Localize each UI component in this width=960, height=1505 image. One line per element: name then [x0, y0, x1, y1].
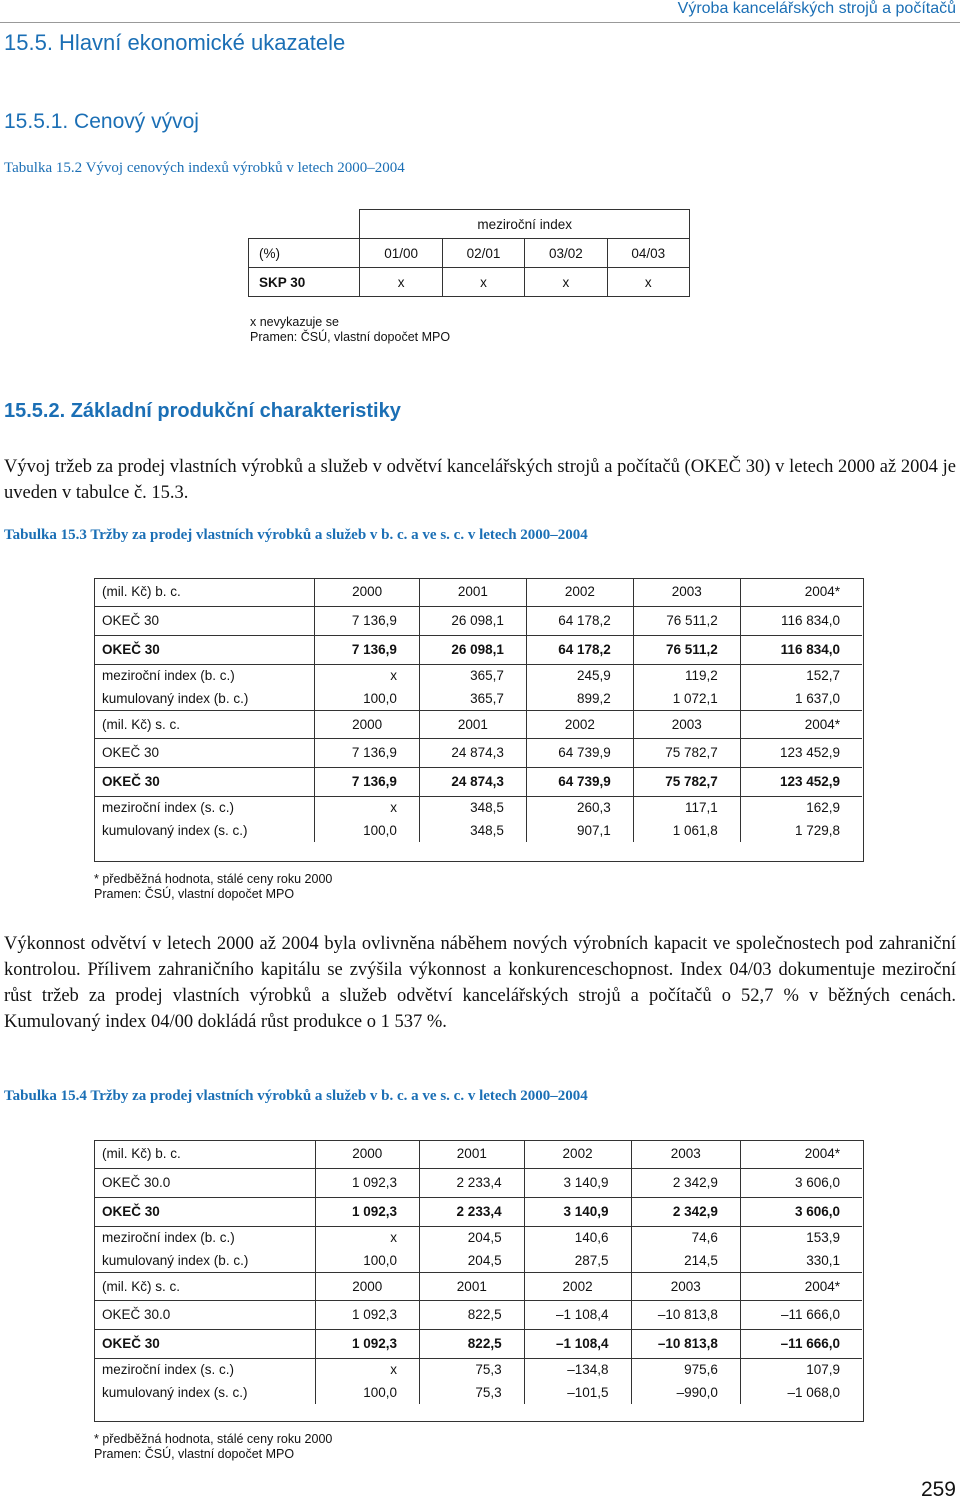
table2-caption — [4, 527, 588, 544]
value-cell: x — [315, 664, 420, 687]
table2-caption-text: Tržby za prodej vlastních výrobků a služeb v b. c. a ve s. c. v letech 2000–2004 — [90, 527, 588, 543]
table1-cell: x — [442, 268, 524, 297]
table1-note: x nevykazuje se — [250, 315, 339, 329]
value-cell: –990,0 — [631, 1381, 740, 1404]
value-cell: 822,5 — [420, 1300, 525, 1329]
table1-cell: x — [360, 268, 442, 297]
value-cell: 1 092,3 — [315, 1300, 420, 1329]
value-cell: 26 098,1 — [419, 635, 526, 664]
value-cell: 64 739,9 — [526, 767, 633, 796]
running-title: Výroba kancelářských strojů a počítačů — [677, 0, 956, 17]
year-header: 2004* — [740, 710, 862, 738]
table-row — [94, 1249, 862, 1272]
value-cell: 204,5 — [420, 1226, 525, 1249]
year-header: 2000 — [315, 578, 420, 606]
year-header: 2004* — [740, 1272, 862, 1300]
value-cell: 975,6 — [631, 1358, 740, 1381]
table-row — [94, 1168, 862, 1197]
table-row — [94, 1358, 862, 1381]
value-cell: 214,5 — [631, 1249, 740, 1272]
value-cell: 100,0 — [315, 1381, 420, 1404]
table1-col-header: 01/00 — [360, 239, 442, 268]
value-cell: 64 739,9 — [526, 738, 633, 767]
value-cell: 123 452,9 — [740, 767, 862, 796]
value-cell: –10 813,8 — [631, 1329, 740, 1358]
table1-caption — [4, 160, 405, 177]
value-cell: 2 342,9 — [631, 1197, 740, 1226]
value-cell: 75 782,7 — [633, 738, 740, 767]
value-cell: 348,5 — [419, 796, 526, 819]
row-label: kumulovaný index (s. c.) — [102, 823, 248, 838]
value-cell: 153,9 — [740, 1226, 862, 1249]
table-row — [94, 664, 862, 687]
row-label: meziroční index (s. c.) — [94, 1358, 315, 1381]
value-cell: –10 813,8 — [631, 1300, 740, 1329]
table-header-row — [94, 710, 862, 738]
row-label: OKEČ 30.0 — [94, 1168, 315, 1197]
table1-cell: x — [525, 268, 607, 297]
table1-group-header: meziroční index — [360, 210, 690, 239]
year-header: 2002 — [524, 1140, 631, 1168]
value-cell: 7 136,9 — [315, 635, 420, 664]
row-label: OKEČ 30 — [94, 1197, 315, 1226]
table1-notes — [250, 315, 450, 345]
table1-unit: (%) — [249, 239, 360, 268]
row-label: kumulovaný index (b. c.) — [102, 1252, 249, 1268]
row-label: meziroční index (b. c.) — [94, 664, 315, 687]
value-cell: 116 834,0 — [740, 606, 862, 635]
value-cell: –1 068,0 — [740, 1381, 862, 1404]
table-row — [94, 819, 862, 842]
year-header: 2000 — [315, 1140, 420, 1168]
value-cell: 26 098,1 — [419, 606, 526, 635]
table-row — [94, 1197, 862, 1226]
year-header: 2003 — [631, 1140, 740, 1168]
value-cell: 1 637,0 — [740, 687, 862, 710]
value-cell: 100,0 — [315, 1249, 420, 1272]
value-cell: 119,2 — [633, 664, 740, 687]
table2-notes — [94, 872, 332, 902]
value-cell: 76 511,2 — [633, 606, 740, 635]
subsection-title-1: 15.5.1. Cenový vývoj — [4, 110, 199, 133]
table-header-row — [94, 1140, 862, 1168]
value-cell: –1 108,4 — [524, 1300, 631, 1329]
table1-col-header: 03/02 — [525, 239, 607, 268]
year-header: 2003 — [633, 578, 740, 606]
table-row — [94, 1300, 862, 1329]
row-label: (mil. Kč) s. c. — [94, 1272, 315, 1300]
table2-caption-label: Tabulka 15.3 — [4, 527, 87, 543]
value-cell: 64 178,2 — [526, 635, 633, 664]
value-cell: 245,9 — [526, 664, 633, 687]
value-cell: 74,6 — [631, 1226, 740, 1249]
table-row — [94, 767, 862, 796]
value-cell: –134,8 — [524, 1358, 631, 1381]
row-label: OKEČ 30 — [94, 767, 315, 796]
value-cell: 1 061,8 — [633, 819, 740, 842]
value-cell: 24 874,3 — [419, 738, 526, 767]
value-cell: 260,3 — [526, 796, 633, 819]
table3-caption — [4, 1088, 588, 1105]
table-row — [94, 796, 862, 819]
year-header: 2002 — [526, 578, 633, 606]
table-row — [94, 1381, 862, 1404]
value-cell: 204,5 — [420, 1249, 525, 1272]
value-cell: x — [315, 1358, 420, 1381]
year-header: 2001 — [420, 1272, 525, 1300]
table2-note: * předběžná hodnota, stálé ceny roku 2000 — [94, 872, 333, 886]
value-cell: 162,9 — [740, 796, 862, 819]
table-row — [94, 635, 862, 664]
section-title: 15.5. Hlavní ekonomické ukazatele — [4, 30, 346, 55]
value-cell: 75,3 — [420, 1381, 525, 1404]
year-header: 2001 — [419, 578, 526, 606]
value-cell: 899,2 — [526, 687, 633, 710]
table-header-row — [94, 578, 862, 606]
sales-table-okec30 — [94, 578, 862, 842]
value-cell: 365,7 — [419, 687, 526, 710]
year-header: 2004* — [740, 1140, 862, 1168]
value-cell: 3 606,0 — [740, 1168, 862, 1197]
year-header: 2000 — [315, 710, 420, 738]
value-cell: –11 666,0 — [740, 1300, 862, 1329]
value-cell: 3 140,9 — [524, 1168, 631, 1197]
value-cell: 24 874,3 — [419, 767, 526, 796]
value-cell: 3 140,9 — [524, 1197, 631, 1226]
table3-notes — [94, 1432, 332, 1462]
table1-caption-label: Tabulka 15.2 — [4, 160, 83, 176]
value-cell: 2 342,9 — [631, 1168, 740, 1197]
value-cell: 7 136,9 — [315, 767, 420, 796]
table-row — [94, 1329, 862, 1358]
value-cell: 76 511,2 — [633, 635, 740, 664]
value-cell: –1 108,4 — [524, 1329, 631, 1358]
table1-row-label: SKP 30 — [249, 268, 360, 297]
value-cell: 116 834,0 — [740, 635, 862, 664]
value-cell: 365,7 — [419, 664, 526, 687]
year-header: 2000 — [315, 1272, 420, 1300]
value-cell: 117,1 — [633, 796, 740, 819]
value-cell: 1 092,3 — [315, 1168, 420, 1197]
value-cell: 1 092,3 — [315, 1197, 420, 1226]
table2-source: Pramen: ČSÚ, vlastní dopočet MPO — [94, 887, 295, 901]
value-cell: –11 666,0 — [740, 1329, 862, 1358]
subsection-title-2: 15.5.2. Základní produkční charakteristiky — [4, 400, 401, 422]
value-cell: 2 233,4 — [420, 1168, 525, 1197]
table1-col-header: 02/01 — [442, 239, 524, 268]
table-row — [94, 687, 862, 710]
year-header: 2003 — [633, 710, 740, 738]
value-cell: 2 233,4 — [420, 1197, 525, 1226]
value-cell: 330,1 — [740, 1249, 862, 1272]
year-header: 2001 — [419, 710, 526, 738]
value-cell: 1 072,1 — [633, 687, 740, 710]
table3-caption-text: Tržby za prodej vlastních výrobků a služeb v b. c. a ve s. c. v letech 2000–2004 — [90, 1088, 588, 1104]
row-label: OKEČ 30 — [94, 738, 315, 767]
value-cell: 100,0 — [315, 687, 420, 710]
row-label: (mil. Kč) s. c. — [94, 710, 315, 738]
table1-caption-text: Vývoj cenových indexů výrobků v letech 2000–2004 — [85, 160, 405, 176]
year-header: 2001 — [420, 1140, 525, 1168]
row-label: OKEČ 30 — [94, 606, 315, 635]
page-number: 259 — [920, 1478, 956, 1501]
table1-cell: x — [607, 268, 689, 297]
table3-note: * předběžná hodnota, stálé ceny roku 2000 — [94, 1432, 333, 1446]
table1-source: Pramen: ČSÚ, vlastní dopočet MPO — [250, 330, 451, 344]
table-row — [94, 738, 862, 767]
value-cell: 75 782,7 — [633, 767, 740, 796]
row-label: meziroční index (s. c.) — [94, 796, 315, 819]
table3-source: Pramen: ČSÚ, vlastní dopočet MPO — [94, 1447, 295, 1461]
value-cell: x — [315, 796, 420, 819]
year-header: 2004* — [740, 578, 862, 606]
header-rule — [0, 22, 960, 23]
paragraph-2: Výkonnost odvětví v letech 2000 až 2004 byla ovlivněna náběhem nových výrobních kapacit ve společnostech pod zahraniční kontrolou. Přílivem zahraničního kapitálu se zvýšila výkonnost a konkurenceschopnost. Index 04/03 dokumentuje meziroční růst tržeb za prodej vlastních výrobků a služeb odvětví kancelářských strojů a počítačů o 52,7 % v běžných cenách. Kumulovaný index 04/00 dokládá růst produkce o 1 537 %. — [4, 934, 956, 1032]
value-cell: 348,5 — [419, 819, 526, 842]
row-label: (mil. Kč) b. c. — [102, 584, 181, 600]
row-label: OKEČ 30 — [94, 1329, 315, 1358]
paragraph-1: Vývoj tržeb za prodej vlastních výrobků a služeb v odvětví kancelářských strojů a počítačů (OKEČ 30) v letech 2000 až 2004 je uveden v tabulce č. 15.3. — [4, 457, 956, 503]
year-header: 2003 — [631, 1272, 740, 1300]
value-cell: 907,1 — [526, 819, 633, 842]
value-cell: 7 136,9 — [315, 738, 420, 767]
table-row — [94, 606, 862, 635]
value-cell: 1 092,3 — [315, 1329, 420, 1358]
sales-table-okec300 — [94, 1140, 862, 1404]
value-cell: 107,9 — [740, 1358, 862, 1381]
table3-caption-label: Tabulka 15.4 — [4, 1088, 87, 1104]
value-cell: 64 178,2 — [526, 606, 633, 635]
row-label: meziroční index (b. c.) — [94, 1226, 315, 1249]
value-cell: x — [315, 1226, 420, 1249]
value-cell: 75,3 — [420, 1358, 525, 1381]
table-row — [94, 1226, 862, 1249]
table-header-row — [94, 1272, 862, 1300]
row-label: OKEČ 30.0 — [94, 1300, 315, 1329]
row-label: OKEČ 30 — [94, 635, 315, 664]
value-cell: 7 136,9 — [315, 606, 420, 635]
value-cell: 3 606,0 — [740, 1197, 862, 1226]
value-cell: 123 452,9 — [740, 738, 862, 767]
value-cell: 140,6 — [524, 1226, 631, 1249]
year-header: 2002 — [524, 1272, 631, 1300]
value-cell: 287,5 — [524, 1249, 631, 1272]
row-label: (mil. Kč) b. c. — [102, 1146, 181, 1162]
row-label: kumulovaný index (b. c.) — [102, 690, 249, 706]
row-label: kumulovaný index (s. c.) — [102, 1385, 248, 1400]
table1-corner — [249, 210, 360, 239]
value-cell: 822,5 — [420, 1329, 525, 1358]
value-cell: 152,7 — [740, 664, 862, 687]
value-cell: 100,0 — [315, 819, 420, 842]
year-header: 2002 — [526, 710, 633, 738]
table1-col-header: 04/03 — [607, 239, 689, 268]
value-cell: 1 729,8 — [740, 819, 862, 842]
price-index-table — [248, 209, 690, 297]
value-cell: –101,5 — [524, 1381, 631, 1404]
